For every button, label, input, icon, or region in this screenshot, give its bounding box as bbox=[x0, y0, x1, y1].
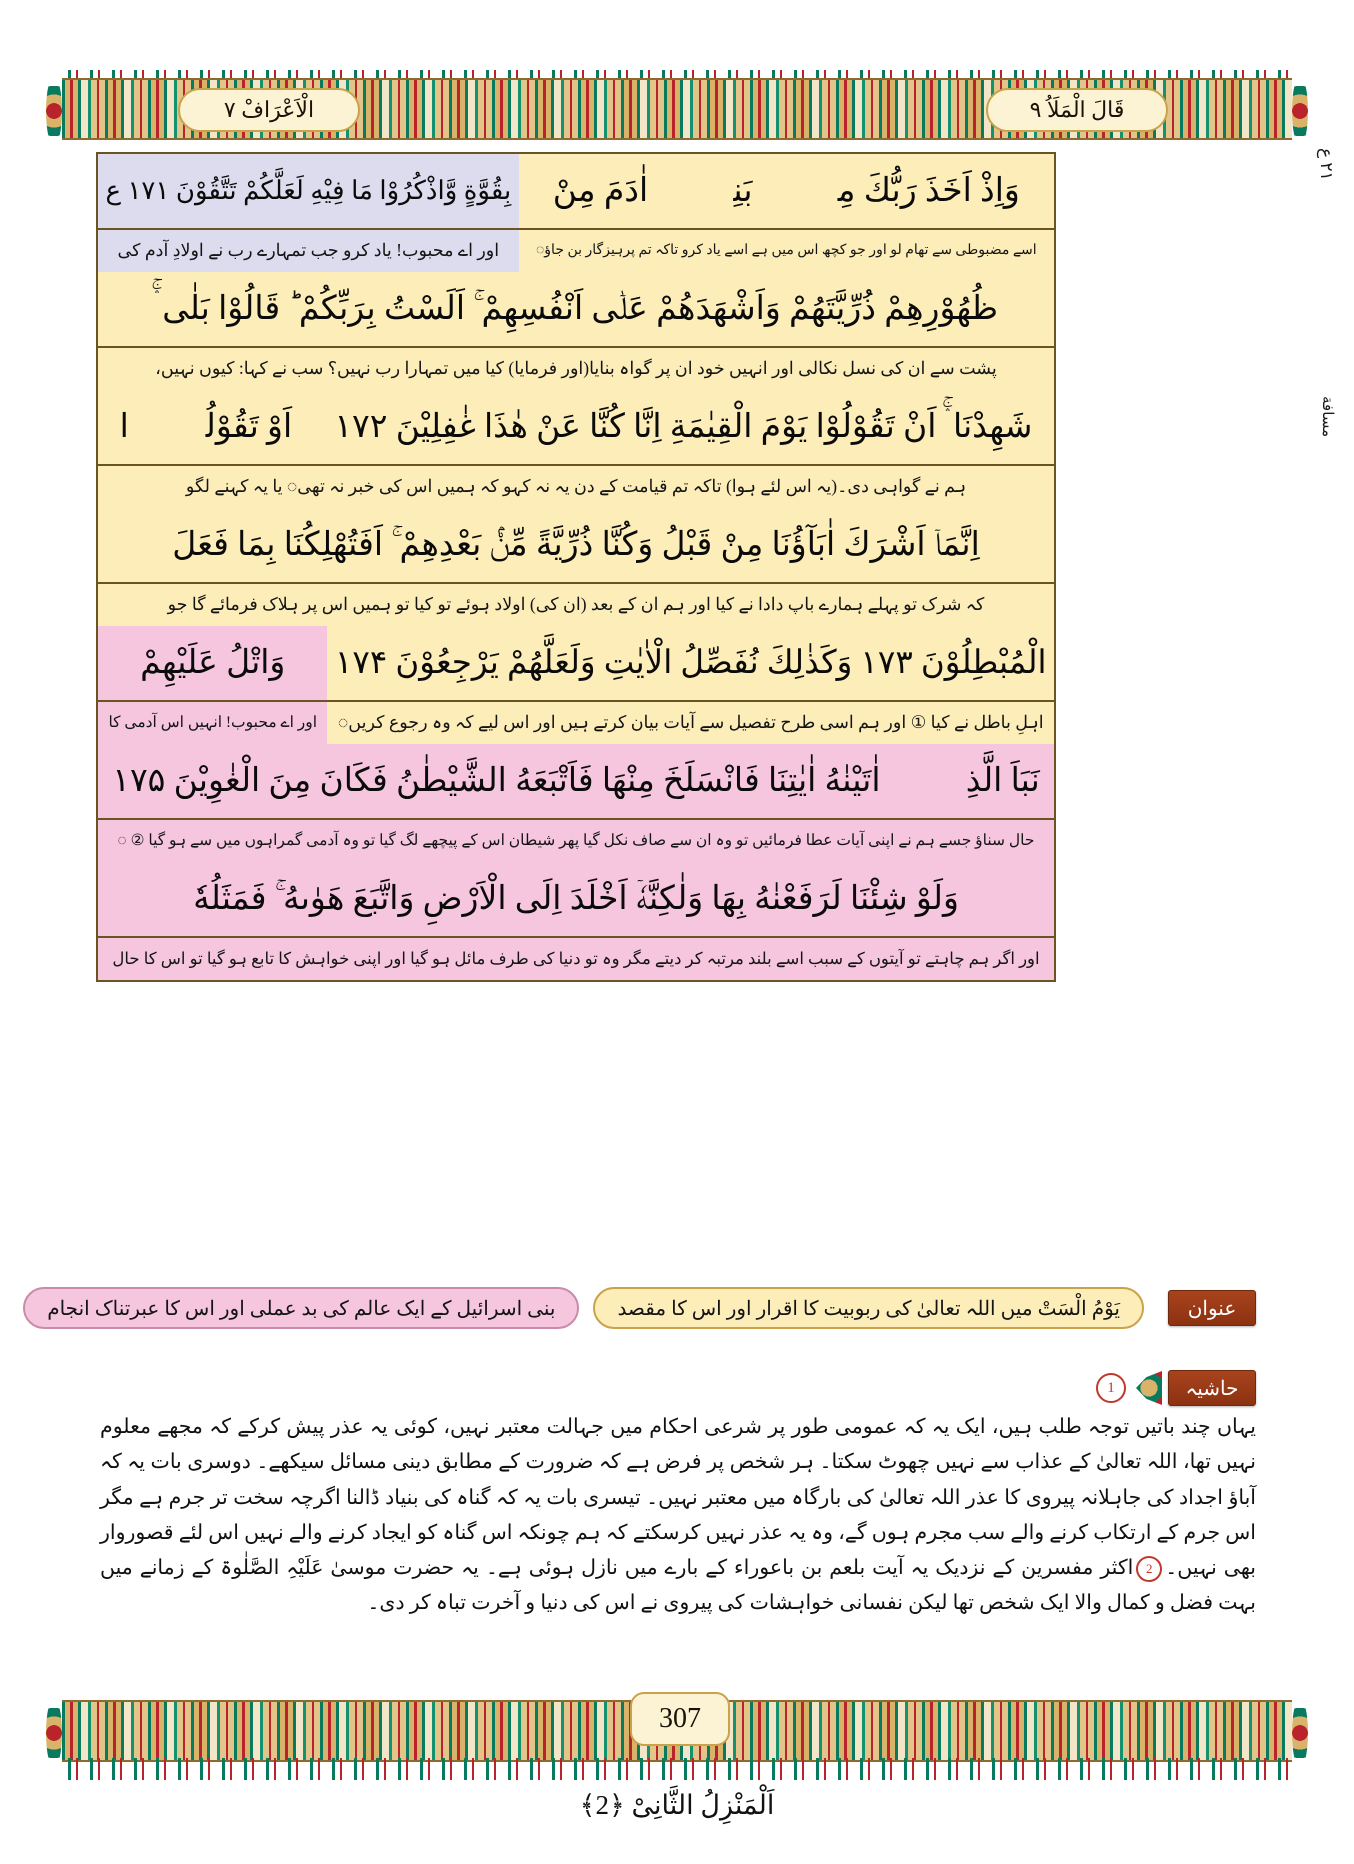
hashiya-header bbox=[100, 1368, 1256, 1408]
surah-name-plate: الْاَعْرَافْ ٧ bbox=[178, 88, 360, 132]
footnote-marker-2: 2 bbox=[1136, 1556, 1162, 1582]
page-number: 307 bbox=[630, 1692, 730, 1746]
urdu-translation-line bbox=[98, 820, 1054, 862]
footnote-marker-1: 1 bbox=[1096, 1373, 1126, 1403]
arabic-segment-right: اِنَّمَاۤ اَشْرَكَ اٰبَآؤُنَا مِنْ قَبْلُ وَكُنَّا ذُرِّیَّةً مِّنْۢ بَعْدِهِمْ ۚ اَفَتُهْلِكُنَا بِمَا فَعَلَ bbox=[98, 508, 1054, 582]
arabic-line bbox=[98, 744, 1054, 820]
unwan-heading-row bbox=[47, 1282, 1256, 1334]
urdu-segment-right: کہ شرک تو پہلے ہمارے باپ دادا نے کیا اور ہم ان کے بعد (ان کی) اولاد ہوئے تو کیا تو ہمیں اس پر ہلاک فرمائے گا جو bbox=[98, 584, 1054, 626]
verse-row bbox=[98, 862, 1054, 980]
arabic-line bbox=[98, 862, 1054, 938]
manzil-label: اَلْمَنْزِلُ الثَّانِیْ ﴿2﴾ bbox=[579, 1790, 775, 1820]
urdu-translation-line bbox=[98, 348, 1054, 390]
urdu-segment-right: اہلِ باطل نے کیا ① اور ہم اسی طرح تفصیل سے آیات بیان کرتے ہیں اور اس لیے کہ وہ رجوع کریں◌ bbox=[327, 702, 1054, 744]
hashiya-text bbox=[100, 1410, 1256, 1622]
urdu-segment-left: اور اے محبوب! یاد کرو جب تمہارے رب نے اولادِ آدم کی bbox=[98, 230, 519, 272]
hashiya-paragraph-2-text: اکثر مفسرین کے نزدیک یہ آیت بلعم بن باعوراء کے بارے میں نازل ہوئی ہے۔ یہ حضرت موسیٰ عَلَیْہِ الصَّلٰوۃ کے زمانے میں بہت فضل و کمال والا ایک شخص تھا لیکن نفسانی خواہشات کی پیروی نے اس کی دنیا و آخرت تباہ کر دی۔ bbox=[100, 1557, 1256, 1615]
arabic-segment-left: بِقُوَّةٍ وَّاذْكُرُوْا مَا فِیْهِ لَعَلَّكُمْ تَتَّقُوْنَ ۱۷۱ ع bbox=[98, 154, 519, 228]
urdu-segment-right: پشت سے ان کی نسل نکالی اور انہیں خود ان پر گواہ بنایا(اور فرمایا) کیا میں تمہارا رب نہیں؟ سب نے کہا: کیوں نہیں، bbox=[98, 348, 1054, 390]
ruku-margin-note: ٢١ ع bbox=[1317, 148, 1336, 181]
hashiya-paragraph-1 bbox=[100, 1410, 1256, 1622]
hashiya-paragraph-1-text: یہاں چند باتیں توجہ طلب ہیں، ایک یہ کہ عمومی طور پر شرعی احکام میں جہالت معتبر نہیں، کوئی یہ عذر پیش کرکے کہ مجھے معلوم نہیں تھا، اللہ تعالیٰ کے عذاب سے نہیں چھوٹ سکتا۔ ہر شخص پر فرض ہے کہ ضرورت کے مطابق دینی مسائل سیکھے۔ دوسری بات یہ کہ آباؤ اجداد کی جاہلانہ پیروی کا عذر اللہ تعالیٰ کی بارگاہ میں معتبر نہیں۔ تیسری بات یہ کہ گناہ کی بنیاد ڈالنا اگرچہ سخت تر جرم ہے مگر اس جرم کے ارتکاب کرنے والے سب مجرم ہوں گے، وہ یہ عذر نہیں کرسکتے کہ ہم چونکہ اس گناہ کو ایجاد کرنے والے نہیں اس لئے قصوروار بھی نہیں۔ bbox=[100, 1416, 1256, 1579]
verse-row bbox=[98, 626, 1054, 744]
hashiya-section bbox=[100, 1368, 1256, 1622]
arabic-segment-right: الْمُبْطِلُوْنَ ۱۷۳ وَكَذٰلِكَ نُفَصِّلُ الْاٰیٰتِ وَلَعَلَّهُمْ یَرْجِعُوْنَ ۱۷۴ bbox=[327, 626, 1054, 700]
verse-row bbox=[98, 744, 1054, 862]
arabic-segment-right: ظُهُوْرِهِمْ ذُرِّیَّتَهُمْ وَاَشْهَدَهُمْ عَلٰۤى اَنْفُسِهِمْ ۚ اَلَسْتُ بِرَبِّكُمْ ؕ قَالُوْا بَلٰى ۛۚ bbox=[98, 272, 1054, 346]
urdu-translation-line bbox=[98, 702, 1054, 744]
arabic-line bbox=[98, 626, 1054, 702]
arabic-line bbox=[98, 272, 1054, 348]
arabic-segment-left: وَاتْلُ عَلَیْهِمْ bbox=[98, 626, 327, 700]
urdu-translation-line bbox=[98, 584, 1054, 626]
arabic-segment-right: وَاِذْ اَخَذَ رَبُّكَ مِنْۢ بَنِیْۤ اٰدَمَ مِنْ bbox=[519, 154, 1054, 228]
verse-row bbox=[98, 508, 1054, 626]
verse-row bbox=[98, 272, 1054, 390]
musafaha-margin-note: مسافة bbox=[1319, 396, 1335, 438]
unwan-pill-right: یَوْمُ الْسَتْ میں اللہ تعالیٰ کی ربوبیت کا اقرار اور اس کا مقصد bbox=[593, 1287, 1144, 1329]
urdu-translation-line bbox=[98, 466, 1054, 508]
arabic-segment-right: شَهِدْنَا ۛۚ اَنْ تَقُوْلُوْا یَوْمَ الْقِیٰمَةِ اِنَّا كُنَّا عَنْ هٰذَا غٰفِلِیْنَ ۱۷۲ ۙ اَوْ تَقُوْلُوْۤا bbox=[98, 390, 1054, 464]
hashiya-ornament-icon bbox=[1136, 1371, 1162, 1405]
arabic-line bbox=[98, 154, 1054, 230]
urdu-segment-left: اور اے محبوب! انہیں اس آدمی کا bbox=[98, 702, 327, 744]
urdu-segment-right: اور اگر ہم چاہتے تو آیتوں کے سبب اسے بلند مرتبہ کر دیتے مگر وہ تو دنیا کی طرف مائل ہو گیا اور اپنی خواہش کا تابع ہو گیا تو اس کا حال bbox=[98, 938, 1054, 980]
verse-row bbox=[98, 390, 1054, 508]
arabic-line bbox=[98, 390, 1054, 466]
verse-row bbox=[98, 154, 1054, 272]
urdu-segment-right: ہم نے گواہی دی۔(یہ اس لئے ہوا) تاکہ تم قیامت کے دن یہ نہ کہو کہ ہمیں اس کی خبر نہ تھی◌ یا یہ کہنے لگو bbox=[98, 466, 1054, 508]
quran-text-block bbox=[96, 152, 1056, 982]
urdu-segment-right: اسے مضبوطی سے تھام لو اور جو کچھ اس میں ہے اسے یاد کرو تاکہ تم پرہیزگار بن جاؤ◌ bbox=[519, 230, 1054, 272]
arabic-segment-right: وَلَوْ شِئْنَا لَرَفَعْنٰهُ بِهَا وَلٰكِنَّهٗۤ اَخْلَدَ اِلَى الْاَرْضِ وَاتَّبَعَ هَوٰىهُ ۚ فَمَثَلُهٗ bbox=[98, 862, 1054, 936]
urdu-segment-right: حال سناؤ جسے ہم نے اپنی آیات عطا فرمائیں تو وہ ان سے صاف نکل گیا پھر شیطان اس کے پیچھے لگ گیا تو وہ آدمی گمراہوں میں سے ہو گیا ② ◌ bbox=[98, 820, 1054, 862]
bottom-scallop-ornament bbox=[62, 1758, 1292, 1780]
urdu-translation-line bbox=[98, 230, 1054, 272]
unwan-pill-left: بنی اسرائیل کے ایک عالم کی بد عملی اور اس کا عبرتناک انجام bbox=[23, 1287, 579, 1329]
arabic-line bbox=[98, 508, 1054, 584]
arabic-segment-right: نَبَاَ الَّذِیْۤ اٰتَیْنٰهُ اٰیٰتِنَا فَانْسَلَخَ مِنْهَا فَاَتْبَعَهُ الشَّیْطٰنُ فَكَانَ مِنَ الْغٰوِیْنَ ۱۷۵ bbox=[98, 744, 1054, 818]
juz-name-plate: قَالَ الْمَلَاُ ٩ bbox=[986, 88, 1168, 132]
hashiya-badge: حاشیہ bbox=[1168, 1370, 1256, 1406]
unwan-badge: عنوان bbox=[1168, 1290, 1256, 1326]
urdu-translation-line bbox=[98, 938, 1054, 980]
